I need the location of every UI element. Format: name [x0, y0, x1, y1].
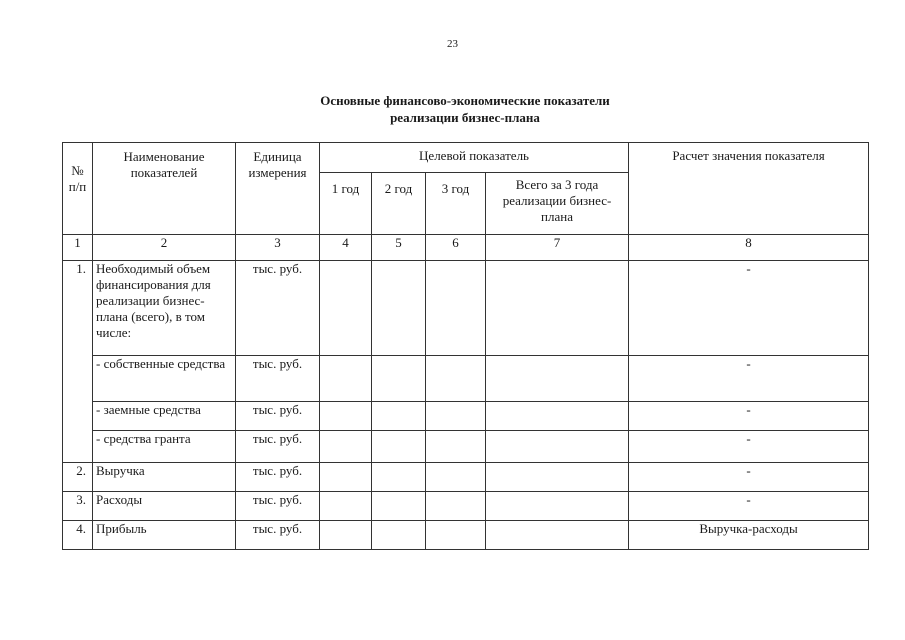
row-name: - средства гранта	[93, 431, 236, 463]
row-unit: тыс. руб.	[236, 463, 320, 492]
value-cell-total[interactable]	[486, 261, 629, 356]
row-calc: -	[629, 356, 869, 402]
row-calc: -	[629, 261, 869, 356]
value-cell-year-2[interactable]	[372, 431, 426, 463]
financial-indicators-table	[62, 142, 869, 550]
value-cell-year-3[interactable]	[426, 356, 486, 402]
column-index: 1	[63, 235, 93, 261]
header-name: Наименование показателей	[93, 143, 236, 235]
header-year-1: 1 год	[320, 173, 372, 235]
table-row	[63, 356, 869, 402]
value-cell-year-3[interactable]	[426, 492, 486, 521]
row-calc: -	[629, 492, 869, 521]
row-number: 4.	[63, 521, 93, 550]
row-calc: -	[629, 402, 869, 431]
header-year-2: 2 год	[372, 173, 426, 235]
value-cell-year-2[interactable]	[372, 261, 426, 356]
document-title	[0, 92, 905, 126]
value-cell-year-3[interactable]	[426, 431, 486, 463]
value-cell-year-1[interactable]	[320, 402, 372, 431]
row-unit: тыс. руб.	[236, 356, 320, 402]
header-num-line-1: №	[71, 163, 84, 178]
table-row	[63, 431, 869, 463]
value-cell-year-1[interactable]	[320, 521, 372, 550]
row-number: 1.	[63, 261, 93, 356]
value-cell-year-1[interactable]	[320, 492, 372, 521]
row-calc: -	[629, 463, 869, 492]
value-cell-year-3[interactable]	[426, 402, 486, 431]
row-name: Необходимый объем финансирования для реализации бизнес-плана (всего), в том числе:	[93, 261, 236, 356]
row-unit: тыс. руб.	[236, 261, 320, 356]
row-unit: тыс. руб.	[236, 521, 320, 550]
table-row	[63, 261, 869, 356]
value-cell-year-2[interactable]	[372, 356, 426, 402]
column-index-row	[63, 235, 869, 261]
value-cell-year-2[interactable]	[372, 402, 426, 431]
value-cell-total[interactable]	[486, 356, 629, 402]
table-row	[63, 492, 869, 521]
header-num	[63, 143, 93, 235]
row-number	[63, 402, 93, 431]
row-unit: тыс. руб.	[236, 402, 320, 431]
column-index: 5	[372, 235, 426, 261]
value-cell-year-3[interactable]	[426, 463, 486, 492]
row-calc: Выручка-расходы	[629, 521, 869, 550]
value-cell-year-1[interactable]	[320, 463, 372, 492]
column-index: 3	[236, 235, 320, 261]
header-total: Всего за 3 года реализации бизнес-плана	[486, 173, 629, 235]
row-calc: -	[629, 431, 869, 463]
column-index: 7	[486, 235, 629, 261]
column-index: 4	[320, 235, 372, 261]
row-number	[63, 356, 93, 402]
row-number: 2.	[63, 463, 93, 492]
row-number: 3.	[63, 492, 93, 521]
value-cell-year-2[interactable]	[372, 521, 426, 550]
header-target: Целевой показатель	[320, 143, 629, 173]
header-row-1	[63, 143, 869, 173]
document-title-line-2: реализации бизнес-плана	[390, 110, 540, 125]
value-cell-total[interactable]	[486, 463, 629, 492]
value-cell-year-1[interactable]	[320, 431, 372, 463]
page-number: 23	[447, 38, 458, 50]
value-cell-year-1[interactable]	[320, 261, 372, 356]
header-calc: Расчет значения показателя	[629, 143, 869, 235]
value-cell-year-1[interactable]	[320, 356, 372, 402]
row-unit: тыс. руб.	[236, 431, 320, 463]
column-index: 2	[93, 235, 236, 261]
header-num-line-2: п/п	[68, 179, 87, 194]
value-cell-total[interactable]	[486, 492, 629, 521]
row-unit: тыс. руб.	[236, 492, 320, 521]
row-number	[63, 431, 93, 463]
row-name: - собственные средства	[93, 356, 236, 402]
value-cell-year-3[interactable]	[426, 261, 486, 356]
row-name: - заемные средства	[93, 402, 236, 431]
row-name: Прибыль	[93, 521, 236, 550]
value-cell-total[interactable]	[486, 431, 629, 463]
column-index: 6	[426, 235, 486, 261]
row-name: Выручка	[93, 463, 236, 492]
value-cell-total[interactable]	[486, 402, 629, 431]
header-year-3: 3 год	[426, 173, 486, 235]
value-cell-year-3[interactable]	[426, 521, 486, 550]
header-unit: Единица измерения	[236, 143, 320, 235]
value-cell-total[interactable]	[486, 521, 629, 550]
table-row	[63, 463, 869, 492]
row-name: Расходы	[93, 492, 236, 521]
value-cell-year-2[interactable]	[372, 492, 426, 521]
table-row	[63, 521, 869, 550]
column-index: 8	[629, 235, 869, 261]
document-title-line-1: Основные финансово-экономические показатели	[320, 93, 610, 108]
table-row	[63, 402, 869, 431]
value-cell-year-2[interactable]	[372, 463, 426, 492]
